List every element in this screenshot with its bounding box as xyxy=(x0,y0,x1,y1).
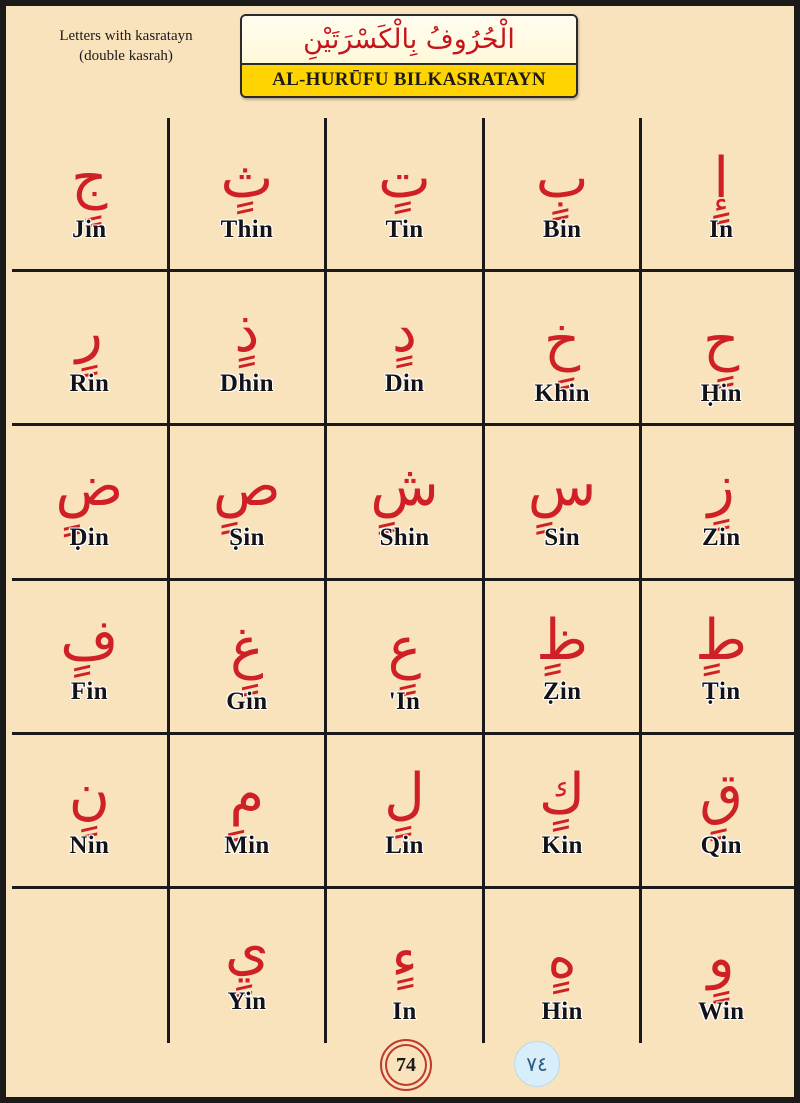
letter-cell xyxy=(642,118,800,272)
letter-latin: Thin xyxy=(220,215,274,243)
letter-arabic: زٍ xyxy=(707,453,735,519)
letter-arabic: مٍ xyxy=(229,762,265,828)
letter-cell xyxy=(642,581,800,735)
letter-cell xyxy=(170,426,328,580)
title-arabic: الْحُرُوفُ بِالْكَسْرَتَيْنِ xyxy=(242,16,576,63)
letter-latin: In xyxy=(709,215,734,243)
page-header xyxy=(6,6,794,106)
letter-latin: Rin xyxy=(69,369,110,397)
letter-arabic: شٍ xyxy=(370,453,439,519)
letter-cell xyxy=(485,735,643,889)
letter-latin: 'In xyxy=(388,688,421,716)
letter-cell xyxy=(327,735,485,889)
letter-arabic: ثٍ xyxy=(220,145,274,211)
letter-arabic: سٍ xyxy=(527,453,597,519)
page-footer xyxy=(6,1033,794,1091)
letter-latin: Ḥin xyxy=(700,379,742,407)
letter-arabic: قٍ xyxy=(699,762,743,828)
letter-cell-empty xyxy=(12,889,170,1043)
letter-latin: Fin xyxy=(70,678,108,706)
letter-latin: Lin xyxy=(385,832,424,860)
letter-arabic: ضٍ xyxy=(55,453,124,519)
header-note-line1: Letters with kasratayn xyxy=(59,28,193,44)
letter-latin: Jin xyxy=(72,215,107,243)
letter-arabic: ءٍ xyxy=(391,925,418,991)
letter-cell xyxy=(170,581,328,735)
letter-latin: Min xyxy=(224,832,270,860)
letter-cell xyxy=(12,735,170,889)
letters-grid xyxy=(12,118,800,1043)
letter-arabic: عٍ xyxy=(387,616,422,682)
letter-latin: Shin xyxy=(379,523,430,551)
letter-cell xyxy=(12,272,170,426)
letter-arabic: هٍ xyxy=(547,925,577,991)
letter-latin: Yin xyxy=(227,987,267,1015)
letter-latin: In xyxy=(392,997,417,1025)
header-note xyxy=(26,26,226,67)
letter-arabic: دٍ xyxy=(392,299,417,365)
letter-cell xyxy=(327,889,485,1043)
letter-arabic: نٍ xyxy=(68,762,110,828)
letter-arabic: ذٍ xyxy=(234,299,260,365)
page-number-arabic-badge: ٧٤ xyxy=(514,1041,560,1087)
letter-latin: Tin xyxy=(385,215,424,243)
letter-arabic: ظٍ xyxy=(536,608,588,674)
letter-cell xyxy=(642,426,800,580)
letter-latin: Ṣin xyxy=(229,523,265,551)
letter-arabic: صٍ xyxy=(213,453,281,519)
title-latin: AL-HURŪFU BILKASRATAYN xyxy=(242,63,576,96)
letter-latin: Zin xyxy=(701,523,741,551)
letter-cell xyxy=(642,735,800,889)
letter-latin: Gin xyxy=(226,688,268,716)
letter-cell xyxy=(485,581,643,735)
letter-cell xyxy=(12,581,170,735)
letter-cell xyxy=(327,118,485,272)
letter-cell xyxy=(485,118,643,272)
title-box xyxy=(240,14,578,98)
letter-arabic: لٍ xyxy=(384,762,425,828)
letter-cell xyxy=(12,426,170,580)
letter-arabic: يٍ xyxy=(224,917,269,983)
letter-arabic: غٍ xyxy=(230,616,264,682)
letter-arabic: إٍ xyxy=(713,145,729,211)
letter-latin: Ṭin xyxy=(701,678,741,706)
letter-latin: Nin xyxy=(69,832,110,860)
letter-arabic: جٍ xyxy=(71,145,108,211)
letter-arabic: خٍ xyxy=(544,307,581,373)
letter-cell xyxy=(170,272,328,426)
letter-cell xyxy=(327,426,485,580)
letter-cell xyxy=(327,581,485,735)
letter-cell xyxy=(170,735,328,889)
letter-latin: Win xyxy=(698,997,745,1025)
letter-cell xyxy=(327,272,485,426)
page-number-badge: 74 xyxy=(380,1039,432,1091)
letter-latin: Kin xyxy=(541,832,583,860)
letter-latin: Dhin xyxy=(219,369,274,397)
letter-cell xyxy=(485,272,643,426)
header-note-line2: (double kasrah) xyxy=(79,48,173,65)
letter-cell xyxy=(170,118,328,272)
letter-arabic: وٍ xyxy=(707,925,735,991)
letter-latin: Din xyxy=(384,369,425,397)
letter-cell xyxy=(642,889,800,1043)
letter-cell xyxy=(485,426,643,580)
letter-cell xyxy=(12,118,170,272)
letter-arabic: طٍ xyxy=(695,608,748,674)
letter-latin: Ẓin xyxy=(542,678,582,706)
letter-arabic: فٍ xyxy=(60,608,119,674)
letter-arabic: بٍ xyxy=(535,145,589,211)
letter-latin: Sin xyxy=(544,523,580,551)
letter-cell xyxy=(642,272,800,426)
letter-latin: Khin xyxy=(534,379,590,407)
letter-arabic: حٍ xyxy=(703,307,740,373)
letter-latin: Hin xyxy=(541,997,583,1025)
letter-latin: Qin xyxy=(700,832,742,860)
letter-latin: Bin xyxy=(542,215,582,243)
letter-arabic: تٍ xyxy=(378,145,431,211)
letter-cell xyxy=(485,889,643,1043)
letter-arabic: كٍ xyxy=(539,762,586,828)
letter-latin: Ḍin xyxy=(69,523,110,551)
letter-cell xyxy=(170,889,328,1043)
letter-arabic: رٍ xyxy=(75,299,103,365)
